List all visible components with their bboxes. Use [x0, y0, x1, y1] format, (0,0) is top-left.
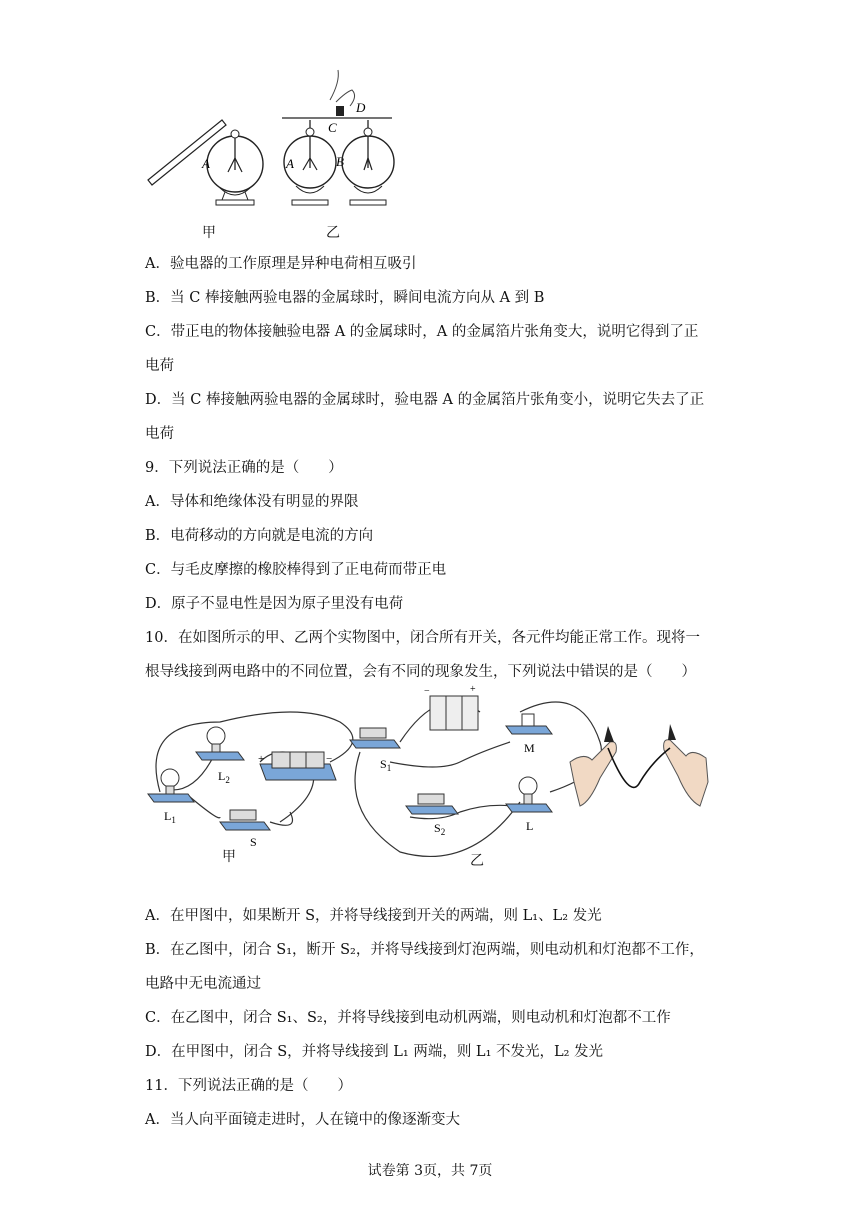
motor-base	[506, 726, 552, 734]
lamp-l2-base	[196, 752, 244, 760]
q10-option-a: A．在甲图中，如果断开 S，并将导线接到开关的两端，则 L₁、L₂ 发光	[145, 908, 602, 924]
switch-s2-base	[406, 806, 458, 814]
hands-with-wire	[570, 724, 708, 806]
label-d: D	[356, 100, 366, 115]
fig2-caption-left: 甲	[222, 849, 236, 865]
q8-option-d-line2: 电荷	[145, 426, 174, 442]
q8-option-c-line2: 电荷	[145, 358, 174, 374]
q9-option-c: C．与毛皮摩擦的橡胶棒得到了正电荷而带正电	[145, 562, 447, 578]
q10-option-d: D．在甲图中，闭合 S，并将导线接到 L₁ 两端，则 L₁ 不发光，L₂ 发光	[145, 1044, 604, 1060]
switch-s1-base	[350, 740, 400, 748]
q9-option-a: A．导体和绝缘体没有明显的界限	[145, 494, 359, 510]
q11-stem: 11．下列说法正确的是（ ）	[145, 1078, 352, 1094]
q8-option-a: A．验电器的工作原理是异种电荷相互吸引	[145, 256, 417, 272]
pack-minus: −	[424, 686, 430, 697]
label-a-left: A	[202, 156, 210, 171]
fig1-caption-right: 乙	[326, 225, 340, 241]
battery-plus: +	[258, 753, 265, 765]
q8-option-c-line1: C．带正电的物体接触验电器 A 的金属球时，A 的金属箔片张角变大，说明它得到了正	[145, 324, 699, 340]
q10-stem-line2: 根导线接到两电路中的不同位置，会有不同的现象发生，下列说法中错误的是（ ）	[145, 664, 696, 680]
electroscope-b	[342, 120, 394, 205]
label-a-right: A	[286, 156, 294, 171]
battery-pack	[424, 684, 478, 730]
label-m: M	[524, 741, 535, 755]
circuit-figure	[140, 682, 720, 868]
label-s2: $S_2$	[434, 821, 446, 837]
rod	[148, 120, 226, 185]
q10-stem-line1: 10．在如图所示的甲、乙两个实物图中，闭合所有开关，各元件均能正常工作。现将一	[145, 630, 700, 646]
q9-stem: 9．下列说法正确的是（ ）	[145, 460, 343, 476]
lamp-l1-base	[148, 794, 194, 802]
label-c: C	[328, 120, 337, 135]
electroscope-a-left	[207, 130, 263, 205]
q10-option-b-line2: 电路中无电流通过	[145, 976, 261, 992]
switch-s-base	[220, 822, 270, 830]
q8-option-b: B．当 C 棒接触两验电器的金属球时，瞬间电流方向从 A 到 B	[145, 290, 545, 306]
q9-option-d: D．原子不显电性是因为原子里没有电荷	[145, 596, 404, 612]
label-s1: $S_1$	[380, 757, 392, 773]
q10-option-c: C．在乙图中，闭合 S₁、S₂，并将导线接到电动机两端，则电动机和灯泡都不工作	[145, 1010, 671, 1026]
lamp-l-base	[506, 804, 552, 812]
q9-option-b: B．电荷移动的方向就是电流的方向	[145, 528, 374, 544]
battery-holder	[258, 752, 336, 780]
pack-plus: +	[470, 684, 476, 695]
electroscope-figure	[140, 62, 410, 242]
fig2-caption-right: 乙	[470, 853, 484, 869]
label-b: B	[336, 154, 344, 169]
fig1-caption-left: 甲	[202, 225, 216, 241]
q10-option-b-line1: B．在乙图中，闭合 S₁，断开 S₂，并将导线接到灯泡两端，则电动机和灯泡都不工作，	[145, 942, 704, 958]
page-footer: 试卷第 3页，共 7页	[367, 1163, 493, 1179]
label-l1: $L_1$	[164, 809, 176, 825]
label-s: S	[250, 835, 257, 849]
label-l: L	[526, 819, 534, 833]
battery-minus: −	[326, 753, 333, 765]
q8-option-d-line1: D．当 C 棒接触两验电器的金属球时，验电器 A 的金属箔片张角变小，说明它失去了正	[145, 392, 705, 408]
q11-option-a: A．当人向平面镜走进时，人在镜中的像逐渐变大	[145, 1112, 460, 1128]
label-l2: $L_2$	[218, 769, 230, 785]
